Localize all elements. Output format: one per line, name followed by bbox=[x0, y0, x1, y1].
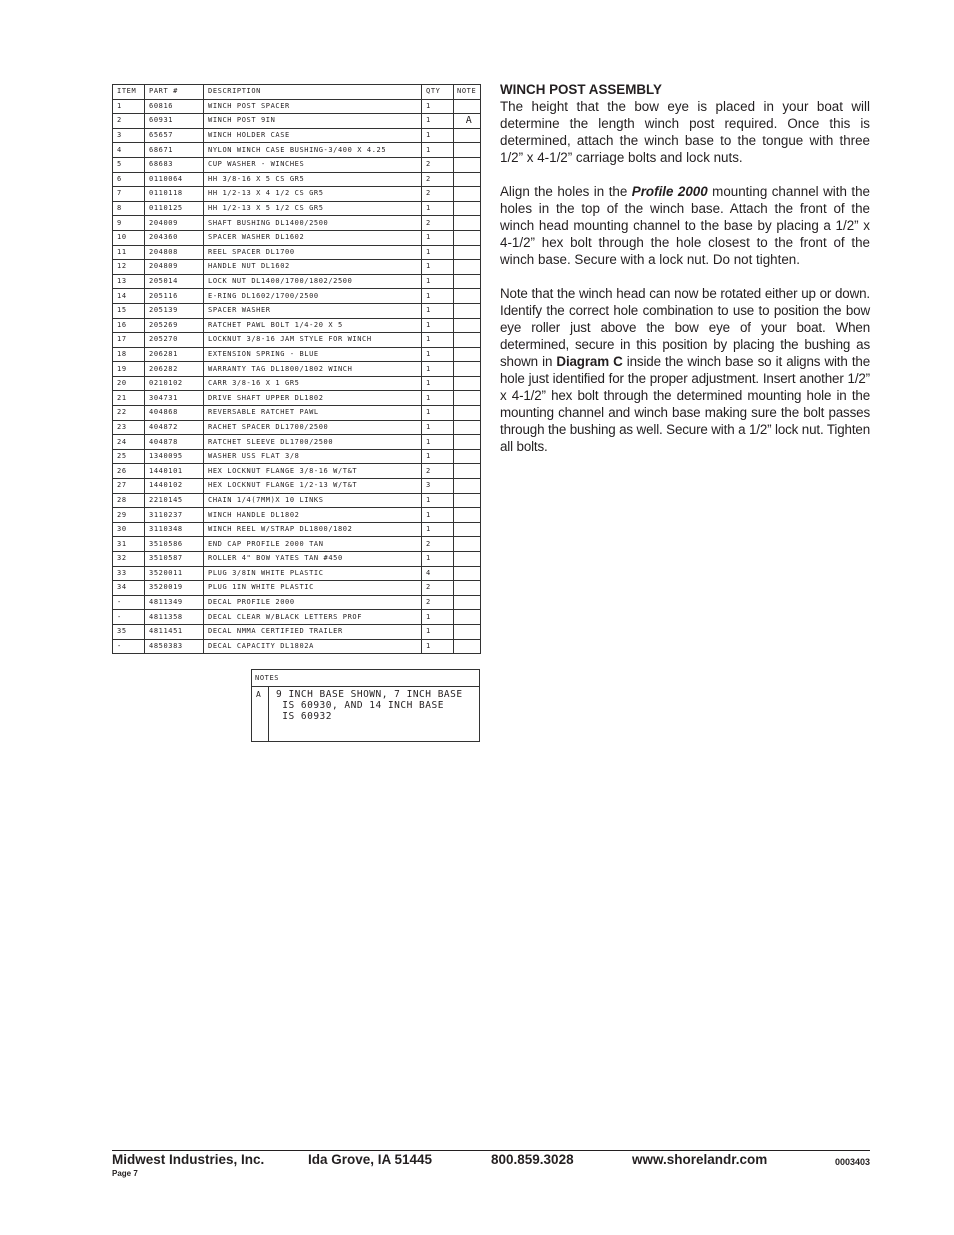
notes-letter: A bbox=[252, 687, 269, 741]
cell-item: 25 bbox=[113, 449, 145, 464]
cell-note bbox=[454, 566, 481, 581]
table-row bbox=[113, 610, 481, 625]
paragraph-2-text: Align the holes in the bbox=[500, 184, 632, 199]
cell-note bbox=[454, 435, 481, 450]
cell-note bbox=[454, 639, 481, 654]
cell-item: 17 bbox=[113, 333, 145, 348]
cell-item: 22 bbox=[113, 406, 145, 421]
cell-qty: 1 bbox=[422, 230, 454, 245]
cell-description: HANDLE NUT DL1602 bbox=[204, 260, 422, 275]
table-row bbox=[113, 289, 481, 304]
cell-description: HH 3/8-16 X 5 CS GR5 bbox=[204, 172, 422, 187]
cell-part-number: 1440102 bbox=[145, 479, 204, 494]
header-note: NOTE bbox=[454, 85, 481, 100]
cell-description: DECAL CLEAR W/BLACK LETTERS PROF bbox=[204, 610, 422, 625]
cell-part-number: 204809 bbox=[145, 260, 204, 275]
cell-qty: 1 bbox=[422, 624, 454, 639]
cell-item: 13 bbox=[113, 274, 145, 289]
cell-description: WINCH POST 9IN bbox=[204, 114, 422, 129]
cell-qty: 1 bbox=[422, 391, 454, 406]
cell-note bbox=[454, 274, 481, 289]
cell-note bbox=[454, 260, 481, 275]
cell-item: 30 bbox=[113, 522, 145, 537]
cell-note bbox=[454, 522, 481, 537]
cell-item: 4 bbox=[113, 143, 145, 158]
cell-part-number: 4850383 bbox=[145, 639, 204, 654]
cell-description: REVERSABLE RATCHET PAWL bbox=[204, 406, 422, 421]
footer-page-number: Page 7 bbox=[112, 1169, 138, 1178]
table-row bbox=[113, 114, 481, 129]
cell-description: WINCH HANDLE DL1802 bbox=[204, 508, 422, 523]
cell-description: CARR 3/8-16 X 1 GR5 bbox=[204, 376, 422, 391]
cell-part-number: 4811451 bbox=[145, 624, 204, 639]
cell-description: WARRANTY TAG DL1800/1802 WINCH bbox=[204, 362, 422, 377]
cell-note bbox=[454, 289, 481, 304]
cell-qty: 1 bbox=[422, 289, 454, 304]
cell-note bbox=[454, 595, 481, 610]
cell-item: - bbox=[113, 610, 145, 625]
cell-item: 26 bbox=[113, 464, 145, 479]
cell-qty: 1 bbox=[422, 362, 454, 377]
cell-qty: 1 bbox=[422, 639, 454, 654]
table-row bbox=[113, 391, 481, 406]
cell-description: CUP WASHER - WINCHES bbox=[204, 157, 422, 172]
cell-description: DRIVE SHAFT UPPER DL1802 bbox=[204, 391, 422, 406]
cell-note bbox=[454, 303, 481, 318]
notes-box bbox=[251, 669, 480, 742]
table-row bbox=[113, 318, 481, 333]
cell-note: A bbox=[454, 114, 481, 129]
paragraph-3-text-rest: inside the winch base so it aligns with the hole just identified for the proper adjustment. Insert another 1/2” x 4-1/2” hex bolt through the determined mounting hole in the mounting channel and winch base making sure the bolt passes through the bushing as well. Secure with a 1/2” lock nut. Tighten all bolts. bbox=[500, 354, 870, 454]
cell-part-number: 206282 bbox=[145, 362, 204, 377]
table-row bbox=[113, 303, 481, 318]
cell-part-number: 3520019 bbox=[145, 581, 204, 596]
cell-item: 29 bbox=[113, 508, 145, 523]
cell-part-number: 404878 bbox=[145, 435, 204, 450]
cell-item: 14 bbox=[113, 289, 145, 304]
footer-city: Ida Grove, IA 51445 bbox=[308, 1152, 433, 1167]
cell-note bbox=[454, 552, 481, 567]
table-row bbox=[113, 128, 481, 143]
cell-item: 11 bbox=[113, 245, 145, 260]
cell-description: PLUG 3/8IN WHITE PLASTIC bbox=[204, 566, 422, 581]
cell-part-number: 68683 bbox=[145, 157, 204, 172]
cell-item: 34 bbox=[113, 581, 145, 596]
cell-item: 31 bbox=[113, 537, 145, 552]
cell-description: HEX LOCKNUT FLANGE 3/8-16 W/T&T bbox=[204, 464, 422, 479]
header-description: DESCRIPTION bbox=[204, 85, 422, 100]
cell-item: 1 bbox=[113, 99, 145, 114]
cell-item: 18 bbox=[113, 347, 145, 362]
cell-part-number: 2210145 bbox=[145, 493, 204, 508]
cell-description: DECAL CAPACITY DL1802A bbox=[204, 639, 422, 654]
cell-part-number: 205014 bbox=[145, 274, 204, 289]
cell-note bbox=[454, 420, 481, 435]
cell-part-number: 204360 bbox=[145, 230, 204, 245]
cell-qty: 2 bbox=[422, 464, 454, 479]
cell-item: 16 bbox=[113, 318, 145, 333]
cell-note bbox=[454, 362, 481, 377]
cell-qty: 1 bbox=[422, 303, 454, 318]
cell-part-number: 3520011 bbox=[145, 566, 204, 581]
cell-qty: 1 bbox=[422, 552, 454, 567]
cell-note bbox=[454, 449, 481, 464]
cell-note bbox=[454, 172, 481, 187]
cell-item: 2 bbox=[113, 114, 145, 129]
table-row bbox=[113, 508, 481, 523]
table-row bbox=[113, 581, 481, 596]
cell-qty: 1 bbox=[422, 449, 454, 464]
cell-description: END CAP PROFILE 2000 TAN bbox=[204, 537, 422, 552]
cell-note bbox=[454, 128, 481, 143]
cell-note bbox=[454, 347, 481, 362]
cell-qty: 3 bbox=[422, 479, 454, 494]
cell-description: HEX LOCKNUT FLANGE 1/2-13 W/T&T bbox=[204, 479, 422, 494]
cell-part-number: 204808 bbox=[145, 245, 204, 260]
cell-qty: 2 bbox=[422, 216, 454, 231]
cell-part-number: 205269 bbox=[145, 318, 204, 333]
cell-part-number: 205116 bbox=[145, 289, 204, 304]
cell-description: WASHER USS FLAT 3/8 bbox=[204, 449, 422, 464]
cell-part-number: 404868 bbox=[145, 406, 204, 421]
cell-item: 3 bbox=[113, 128, 145, 143]
cell-item: 7 bbox=[113, 187, 145, 202]
cell-part-number: 60816 bbox=[145, 99, 204, 114]
cell-item: 20 bbox=[113, 376, 145, 391]
table-row bbox=[113, 230, 481, 245]
cell-description: RACHET SPACER DL1700/2500 bbox=[204, 420, 422, 435]
paragraph-3-text: Note that the winch head can now be rotated either up or down. Identify the correct hole combination to use to position the bow eye roller just above the bow eye of your boat. When determined, secure in this position by placing the bushing as shown in bbox=[500, 286, 870, 369]
cell-note bbox=[454, 610, 481, 625]
cell-note bbox=[454, 391, 481, 406]
cell-item: 12 bbox=[113, 260, 145, 275]
cell-item: - bbox=[113, 639, 145, 654]
cell-qty: 1 bbox=[422, 260, 454, 275]
cell-note bbox=[454, 99, 481, 114]
cell-note bbox=[454, 318, 481, 333]
diagram-c-emphasis: Diagram C bbox=[556, 354, 623, 369]
cell-qty: 1 bbox=[422, 522, 454, 537]
cell-item: 21 bbox=[113, 391, 145, 406]
cell-part-number: 304731 bbox=[145, 391, 204, 406]
header-part-number: PART # bbox=[145, 85, 204, 100]
cell-note bbox=[454, 479, 481, 494]
cell-qty: 1 bbox=[422, 245, 454, 260]
cell-part-number: 0110118 bbox=[145, 187, 204, 202]
table-row bbox=[113, 245, 481, 260]
cell-description: WINCH POST SPACER bbox=[204, 99, 422, 114]
cell-description: RATCHET PAWL BOLT 1/4-20 X 5 bbox=[204, 318, 422, 333]
cell-note bbox=[454, 508, 481, 523]
section-heading: WINCH POST ASSEMBLY bbox=[500, 82, 662, 97]
cell-item: 19 bbox=[113, 362, 145, 377]
table-row bbox=[113, 639, 481, 654]
cell-description: E-RING DL1602/1700/2500 bbox=[204, 289, 422, 304]
cell-item: 15 bbox=[113, 303, 145, 318]
table-row bbox=[113, 595, 481, 610]
cell-qty: 2 bbox=[422, 187, 454, 202]
cell-description: EXTENSION SPRING - BLUE bbox=[204, 347, 422, 362]
table-row bbox=[113, 479, 481, 494]
table-row bbox=[113, 420, 481, 435]
cell-part-number: 0210102 bbox=[145, 376, 204, 391]
cell-qty: 1 bbox=[422, 406, 454, 421]
cell-part-number: 0110125 bbox=[145, 201, 204, 216]
cell-item: 35 bbox=[113, 624, 145, 639]
parts-table bbox=[112, 84, 481, 654]
cell-note bbox=[454, 216, 481, 231]
cell-part-number: 205139 bbox=[145, 303, 204, 318]
cell-note bbox=[454, 493, 481, 508]
cell-part-number: 65657 bbox=[145, 128, 204, 143]
table-row bbox=[113, 187, 481, 202]
cell-item: 9 bbox=[113, 216, 145, 231]
table-row bbox=[113, 333, 481, 348]
cell-note bbox=[454, 406, 481, 421]
cell-part-number: 3510587 bbox=[145, 552, 204, 567]
cell-qty: 1 bbox=[422, 99, 454, 114]
cell-qty: 1 bbox=[422, 318, 454, 333]
cell-part-number: 3510586 bbox=[145, 537, 204, 552]
cell-qty: 1 bbox=[422, 610, 454, 625]
cell-note bbox=[454, 157, 481, 172]
cell-note bbox=[454, 537, 481, 552]
parts-table-body bbox=[113, 99, 481, 654]
notes-text: 9 INCH BASE SHOWN, 7 INCH BASE IS 60930, AND 14 INCH BASE IS 60932 bbox=[276, 689, 463, 722]
cell-part-number: 204009 bbox=[145, 216, 204, 231]
cell-description: SHAFT BUSHING DL1400/2500 bbox=[204, 216, 422, 231]
cell-description: NYLON WINCH CASE BUSHING-3/400 X 4.25 bbox=[204, 143, 422, 158]
cell-note bbox=[454, 581, 481, 596]
cell-note bbox=[454, 143, 481, 158]
cell-description: LOCK NUT DL1400/1700/1802/2500 bbox=[204, 274, 422, 289]
cell-note bbox=[454, 464, 481, 479]
table-row bbox=[113, 143, 481, 158]
cell-item: 24 bbox=[113, 435, 145, 450]
cell-note bbox=[454, 624, 481, 639]
table-row bbox=[113, 157, 481, 172]
cell-qty: 1 bbox=[422, 508, 454, 523]
cell-part-number: 3110237 bbox=[145, 508, 204, 523]
cell-note bbox=[454, 187, 481, 202]
footer-doc-number: 0003403 bbox=[834, 1157, 870, 1167]
cell-item: 32 bbox=[113, 552, 145, 567]
cell-part-number: 205270 bbox=[145, 333, 204, 348]
cell-description: HH 1/2-13 X 4 1/2 CS GR5 bbox=[204, 187, 422, 202]
cell-item: 10 bbox=[113, 230, 145, 245]
paragraph-1: The height that the bow eye is placed in your boat will determine the length winch post required. Once this is determined, attach the winch base to the tongue with three 1/2” x 4-1/2” carriage bolts and lock nuts. bbox=[500, 99, 870, 165]
cell-part-number: 4811349 bbox=[145, 595, 204, 610]
table-row bbox=[113, 406, 481, 421]
cell-note bbox=[454, 333, 481, 348]
header-item: ITEM bbox=[113, 85, 145, 100]
table-row bbox=[113, 566, 481, 581]
cell-description: SPACER WASHER DL1602 bbox=[204, 230, 422, 245]
profile-2000-emphasis: Profile 2000 bbox=[631, 184, 708, 199]
cell-description: PLUG 1IN WHITE PLASTIC bbox=[204, 581, 422, 596]
cell-note bbox=[454, 230, 481, 245]
notes-header: NOTES bbox=[252, 670, 479, 687]
table-row bbox=[113, 201, 481, 216]
cell-qty: 1 bbox=[422, 128, 454, 143]
cell-note bbox=[454, 201, 481, 216]
footer-phone: 800.859.3028 bbox=[491, 1152, 574, 1167]
cell-qty: 1 bbox=[422, 420, 454, 435]
cell-part-number: 4811358 bbox=[145, 610, 204, 625]
paragraph-2 bbox=[500, 183, 870, 268]
footer-rule bbox=[112, 1150, 870, 1151]
table-row bbox=[113, 260, 481, 275]
table-row bbox=[113, 347, 481, 362]
cell-part-number: 404872 bbox=[145, 420, 204, 435]
table-row bbox=[113, 172, 481, 187]
cell-description: RATCHET SLEEVE DL1700/2500 bbox=[204, 435, 422, 450]
cell-item: - bbox=[113, 595, 145, 610]
table-row bbox=[113, 552, 481, 567]
cell-description: WINCH HOLDER CASE bbox=[204, 128, 422, 143]
cell-qty: 1 bbox=[422, 274, 454, 289]
cell-qty: 1 bbox=[422, 333, 454, 348]
cell-item: 27 bbox=[113, 479, 145, 494]
cell-qty: 2 bbox=[422, 581, 454, 596]
table-row bbox=[113, 274, 481, 289]
cell-description: REEL SPACER DL1700 bbox=[204, 245, 422, 260]
footer-website: www.shorelandr.com bbox=[632, 1152, 768, 1167]
cell-item: 23 bbox=[113, 420, 145, 435]
cell-qty: 2 bbox=[422, 172, 454, 187]
cell-description: DECAL PROFILE 2000 bbox=[204, 595, 422, 610]
cell-part-number: 60931 bbox=[145, 114, 204, 129]
cell-qty: 4 bbox=[422, 566, 454, 581]
cell-qty: 2 bbox=[422, 157, 454, 172]
cell-note bbox=[454, 376, 481, 391]
cell-qty: 2 bbox=[422, 595, 454, 610]
cell-qty: 1 bbox=[422, 114, 454, 129]
paragraph-2-text-rest: mounting channel with the holes in the top of the winch base. Attach the front of the winch head mounting channel to the base by placing a 1/2” x 4-1/2” hex bolt through the hole closest to the front of the winch base. Secure with a lock nut. Do not tighten. bbox=[500, 184, 871, 267]
cell-description: SPACER WASHER bbox=[204, 303, 422, 318]
cell-qty: 1 bbox=[422, 143, 454, 158]
cell-item: 8 bbox=[113, 201, 145, 216]
table-row bbox=[113, 449, 481, 464]
table-row bbox=[113, 216, 481, 231]
cell-description: LOCKNUT 3/8-16 JAM STYLE FOR WINCH bbox=[204, 333, 422, 348]
cell-part-number: 0110064 bbox=[145, 172, 204, 187]
cell-item: 28 bbox=[113, 493, 145, 508]
cell-qty: 1 bbox=[422, 376, 454, 391]
footer-company: Midwest Industries, Inc. bbox=[112, 1152, 265, 1167]
cell-item: 5 bbox=[113, 157, 145, 172]
table-row bbox=[113, 493, 481, 508]
table-row bbox=[113, 464, 481, 479]
cell-qty: 1 bbox=[422, 201, 454, 216]
cell-part-number: 68671 bbox=[145, 143, 204, 158]
cell-qty: 1 bbox=[422, 435, 454, 450]
table-row bbox=[113, 376, 481, 391]
assembly-instructions bbox=[500, 81, 870, 472]
cell-part-number: 3110348 bbox=[145, 522, 204, 537]
cell-part-number: 206281 bbox=[145, 347, 204, 362]
cell-part-number: 1440101 bbox=[145, 464, 204, 479]
cell-qty: 1 bbox=[422, 347, 454, 362]
table-row bbox=[113, 522, 481, 537]
cell-description: DECAL NMMA CERTIFIED TRAILER bbox=[204, 624, 422, 639]
table-row bbox=[113, 362, 481, 377]
header-qty: QTY bbox=[422, 85, 454, 100]
table-row bbox=[113, 435, 481, 450]
cell-item: 33 bbox=[113, 566, 145, 581]
cell-item: 6 bbox=[113, 172, 145, 187]
cell-part-number: 1340095 bbox=[145, 449, 204, 464]
table-row bbox=[113, 624, 481, 639]
cell-qty: 2 bbox=[422, 537, 454, 552]
cell-description: WINCH REEL W/STRAP DL1800/1802 bbox=[204, 522, 422, 537]
cell-description: CHAIN 1/4(7MM)X 10 LINKS bbox=[204, 493, 422, 508]
cell-description: ROLLER 4" BOW YATES TAN #450 bbox=[204, 552, 422, 567]
paragraph-3 bbox=[500, 285, 870, 455]
cell-qty: 1 bbox=[422, 493, 454, 508]
cell-note bbox=[454, 245, 481, 260]
table-row bbox=[113, 99, 481, 114]
table-row bbox=[113, 537, 481, 552]
table-header-row bbox=[113, 85, 481, 100]
cell-description: HH 1/2-13 X 5 1/2 CS GR5 bbox=[204, 201, 422, 216]
